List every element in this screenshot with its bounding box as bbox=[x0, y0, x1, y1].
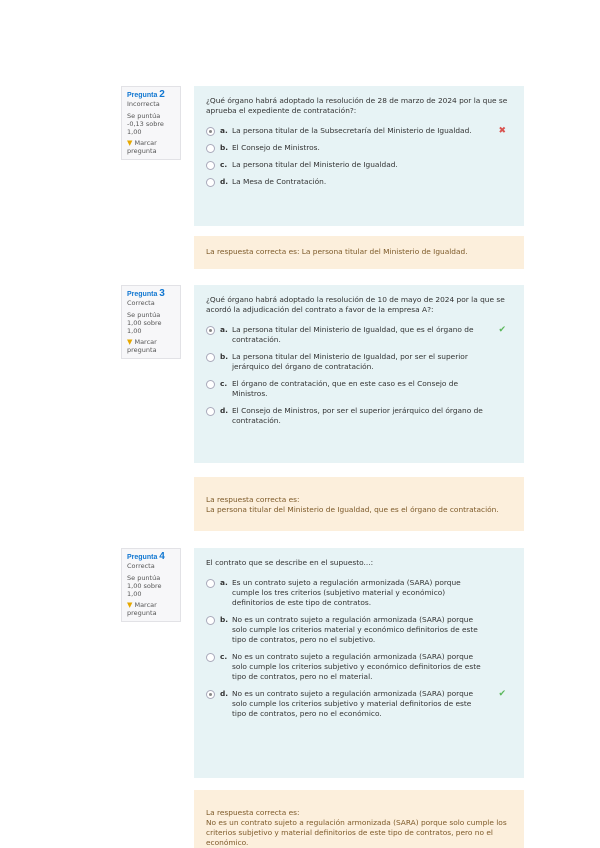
flag-icon: ▼ bbox=[127, 139, 133, 147]
answer-option-c[interactable]: c. La persona titular del Ministerio de Igualdad. bbox=[206, 160, 512, 170]
answer-option-c[interactable]: c. El órgano de contratación, que en este caso es el Consejo de Ministros. bbox=[206, 379, 512, 399]
radio-button[interactable] bbox=[206, 380, 215, 389]
question-number: Pregunta 3 bbox=[127, 288, 165, 299]
question-info-3 bbox=[121, 285, 181, 359]
question-state: Incorrecta bbox=[127, 100, 160, 108]
feedback-box-2 bbox=[194, 236, 524, 269]
radio-button[interactable] bbox=[206, 178, 215, 187]
answer-option-c[interactable]: c. No es un contrato sujeto a regulación armonizada (SARA) porque solo cumple los criterios subjetivo y económico definitorios de este tipo de contratos, pero no el material. bbox=[206, 652, 512, 682]
answer-option-d[interactable]: d. El Consejo de Ministros, por ser el superior jerárquico del órgano de contratación. bbox=[206, 406, 512, 426]
answer-option-d[interactable]: d. No es un contrato sujeto a regulación armonizada (SARA) porque solo cumple los criterios subjetivo y material definitorios de este tipo de contratos, pero no el económico. ✔ bbox=[206, 689, 512, 719]
correct-icon: ✔ bbox=[498, 689, 506, 699]
question-text: El contrato que se describe en el supuesto...: bbox=[206, 558, 374, 567]
answer-option-b[interactable]: b. No es un contrato sujeto a regulación armonizada (SARA) porque solo cumple los criterios material y económico definitorios de este tipo de contratos, pero no el subjetivo. bbox=[206, 615, 512, 645]
flag-question-link[interactable]: ▼ Marcar pregunta bbox=[127, 139, 157, 155]
radio-button[interactable] bbox=[206, 579, 215, 588]
question-info-4 bbox=[121, 548, 181, 622]
question-number: Pregunta 2 bbox=[127, 89, 165, 100]
question-text: ¿Qué órgano habrá adoptado la resolución de 10 de mayo de 2024 por la que se acordó la adjudicación del contrato a favor de la empresa A?: bbox=[206, 295, 505, 314]
correct-icon: ✔ bbox=[498, 325, 506, 335]
answer-option-d[interactable]: d. La Mesa de Contratación. bbox=[206, 177, 512, 187]
question-number: Pregunta 4 bbox=[127, 551, 165, 562]
question-box-2 bbox=[194, 86, 524, 226]
radio-button[interactable] bbox=[206, 127, 215, 136]
radio-button[interactable] bbox=[206, 690, 215, 699]
answer-option-a[interactable]: a. Es un contrato sujeto a regulación armonizada (SARA) porque cumple los tres criterios (subjetivo material y económico) definitorios de este tipo de contratos. bbox=[206, 578, 512, 608]
question-box-3 bbox=[194, 285, 524, 463]
correct-answer-text: La respuesta correcta es: No es un contrato sujeto a regulación armonizada (SARA) porque solo cumple los criterios subjetivo y material definitorios de este tipo de contratos, pero no el económico. bbox=[206, 808, 507, 847]
flag-question-link[interactable]: ▼ Marcar pregunta bbox=[127, 601, 157, 617]
question-text: ¿Qué órgano habrá adoptado la resolución de 28 de marzo de 2024 por la que se aprueba el expediente de contratación?: bbox=[206, 96, 508, 115]
question-state: Correcta bbox=[127, 299, 155, 307]
feedback-box-3 bbox=[194, 477, 524, 531]
flag-question-link[interactable]: ▼ Marcar pregunta bbox=[127, 338, 157, 354]
correct-answer-text: La respuesta correcta es: La persona titular del Ministerio de Igualdad. bbox=[206, 247, 468, 256]
radio-button[interactable] bbox=[206, 161, 215, 170]
answer-option-b[interactable]: b. La persona titular del Ministerio de Igualdad, por ser el superior jerárquico del órgano de contratación. bbox=[206, 352, 512, 372]
question-grade: Se puntúa 1,00 sobre 1,00 bbox=[127, 311, 162, 335]
correct-answer-text: La respuesta correcta es: La persona titular del Ministerio de Igualdad, que es el órgano de contratación. bbox=[206, 495, 499, 514]
feedback-box-4 bbox=[194, 790, 524, 848]
question-info-2 bbox=[121, 86, 181, 160]
answer-option-a[interactable]: a. La persona titular del Ministerio de Igualdad, que es el órgano de contratación. ✔ bbox=[206, 325, 512, 345]
radio-button[interactable] bbox=[206, 653, 215, 662]
question-grade: Se puntúa -0,13 sobre 1,00 bbox=[127, 112, 164, 136]
question-box-4 bbox=[194, 548, 524, 778]
radio-button[interactable] bbox=[206, 407, 215, 416]
radio-button[interactable] bbox=[206, 353, 215, 362]
question-state: Correcta bbox=[127, 562, 155, 570]
radio-button[interactable] bbox=[206, 616, 215, 625]
incorrect-icon: ✖ bbox=[498, 126, 506, 136]
question-grade: Se puntúa 1,00 sobre 1,00 bbox=[127, 574, 162, 598]
answer-option-b[interactable]: b. El Consejo de Ministros. bbox=[206, 143, 512, 153]
radio-button[interactable] bbox=[206, 144, 215, 153]
answer-option-a[interactable]: a. La persona titular de la Subsecretaría del Ministerio de Igualdad. ✖ bbox=[206, 126, 512, 136]
radio-button[interactable] bbox=[206, 326, 215, 335]
flag-icon: ▼ bbox=[127, 601, 133, 609]
flag-icon: ▼ bbox=[127, 338, 133, 346]
